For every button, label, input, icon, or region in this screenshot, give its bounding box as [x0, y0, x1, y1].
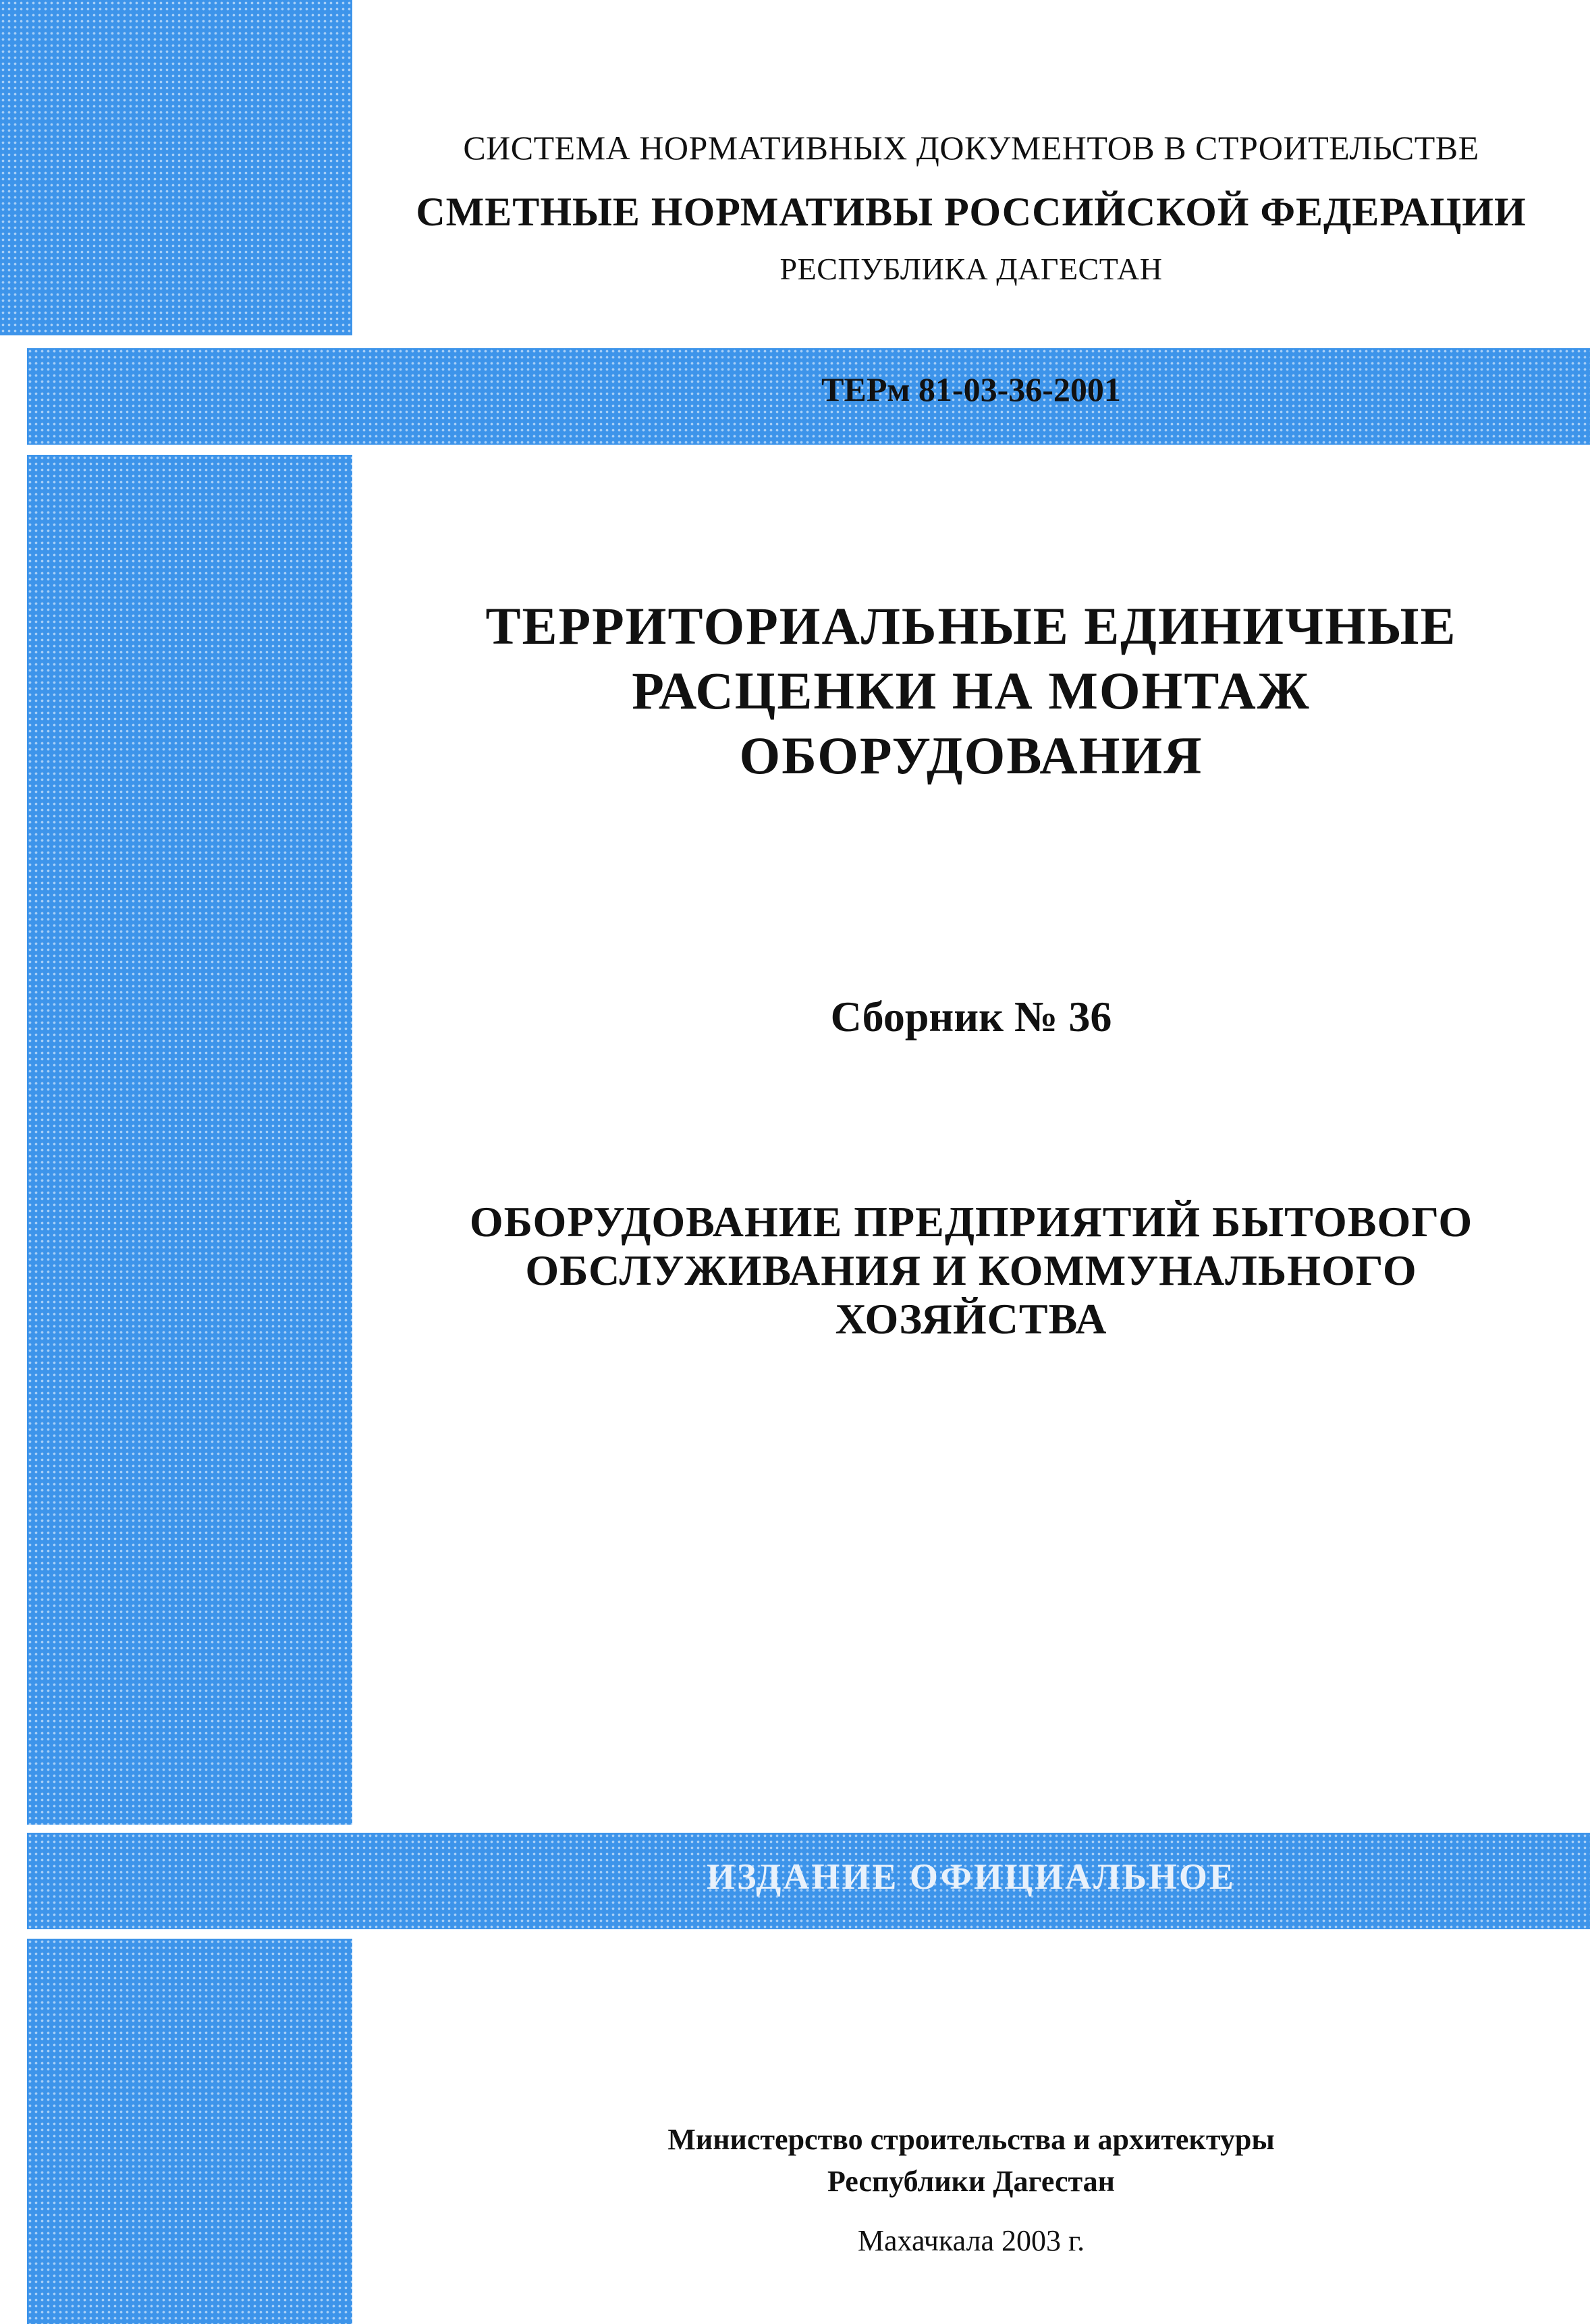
- publisher-line: Министерство строительства и архитектуры: [667, 2123, 1275, 2156]
- subject-line: ОБОРУДОВАНИЕ ПРЕДПРИЯТИЙ БЫТОВОГО: [469, 1198, 1473, 1246]
- publisher-line: Республики Дагестан: [827, 2165, 1116, 2198]
- blue-strip-middle: [27, 455, 352, 1825]
- collection-number: Сборник № 36: [830, 993, 1112, 1041]
- publisher: [352, 2119, 1590, 2203]
- system-heading: СИСТЕМА НОРМАТИВНЫХ ДОКУМЕНТОВ В СТРОИТЕЛЬСТВЕ: [463, 129, 1479, 167]
- document-code: ТЕРм 81-03-36-2001: [821, 370, 1121, 408]
- blue-strip-bottom: [27, 1939, 352, 2324]
- collection-subject: [352, 1198, 1590, 1344]
- subject-line: ХОЗЯЙСТВА: [835, 1295, 1107, 1343]
- title-line: ТЕРРИТОРИАЛЬНЫЕ ЕДИНИЧНЫЕ: [485, 597, 1457, 655]
- blue-strip-top: [0, 0, 352, 335]
- region-heading: РЕСПУБЛИКА ДАГЕСТАН: [779, 252, 1163, 286]
- document-title: [352, 594, 1590, 788]
- title-line: РАСЦЕНКИ НА МОНТАЖ: [632, 661, 1311, 720]
- series-heading: СМЕТНЫЕ НОРМАТИВЫ РОССИЙСКОЙ ФЕДЕРАЦИИ: [416, 190, 1527, 234]
- official-edition-label: ИЗДАНИЕ ОФИЦИАЛЬНОЕ: [707, 1856, 1236, 1897]
- title-line: ОБОРУДОВАНИЯ: [739, 726, 1203, 785]
- city-year: Махачкала 2003 г.: [857, 2224, 1085, 2257]
- subject-line: ОБСЛУЖИВАНИЯ И КОММУНАЛЬНОГО: [525, 1246, 1417, 1294]
